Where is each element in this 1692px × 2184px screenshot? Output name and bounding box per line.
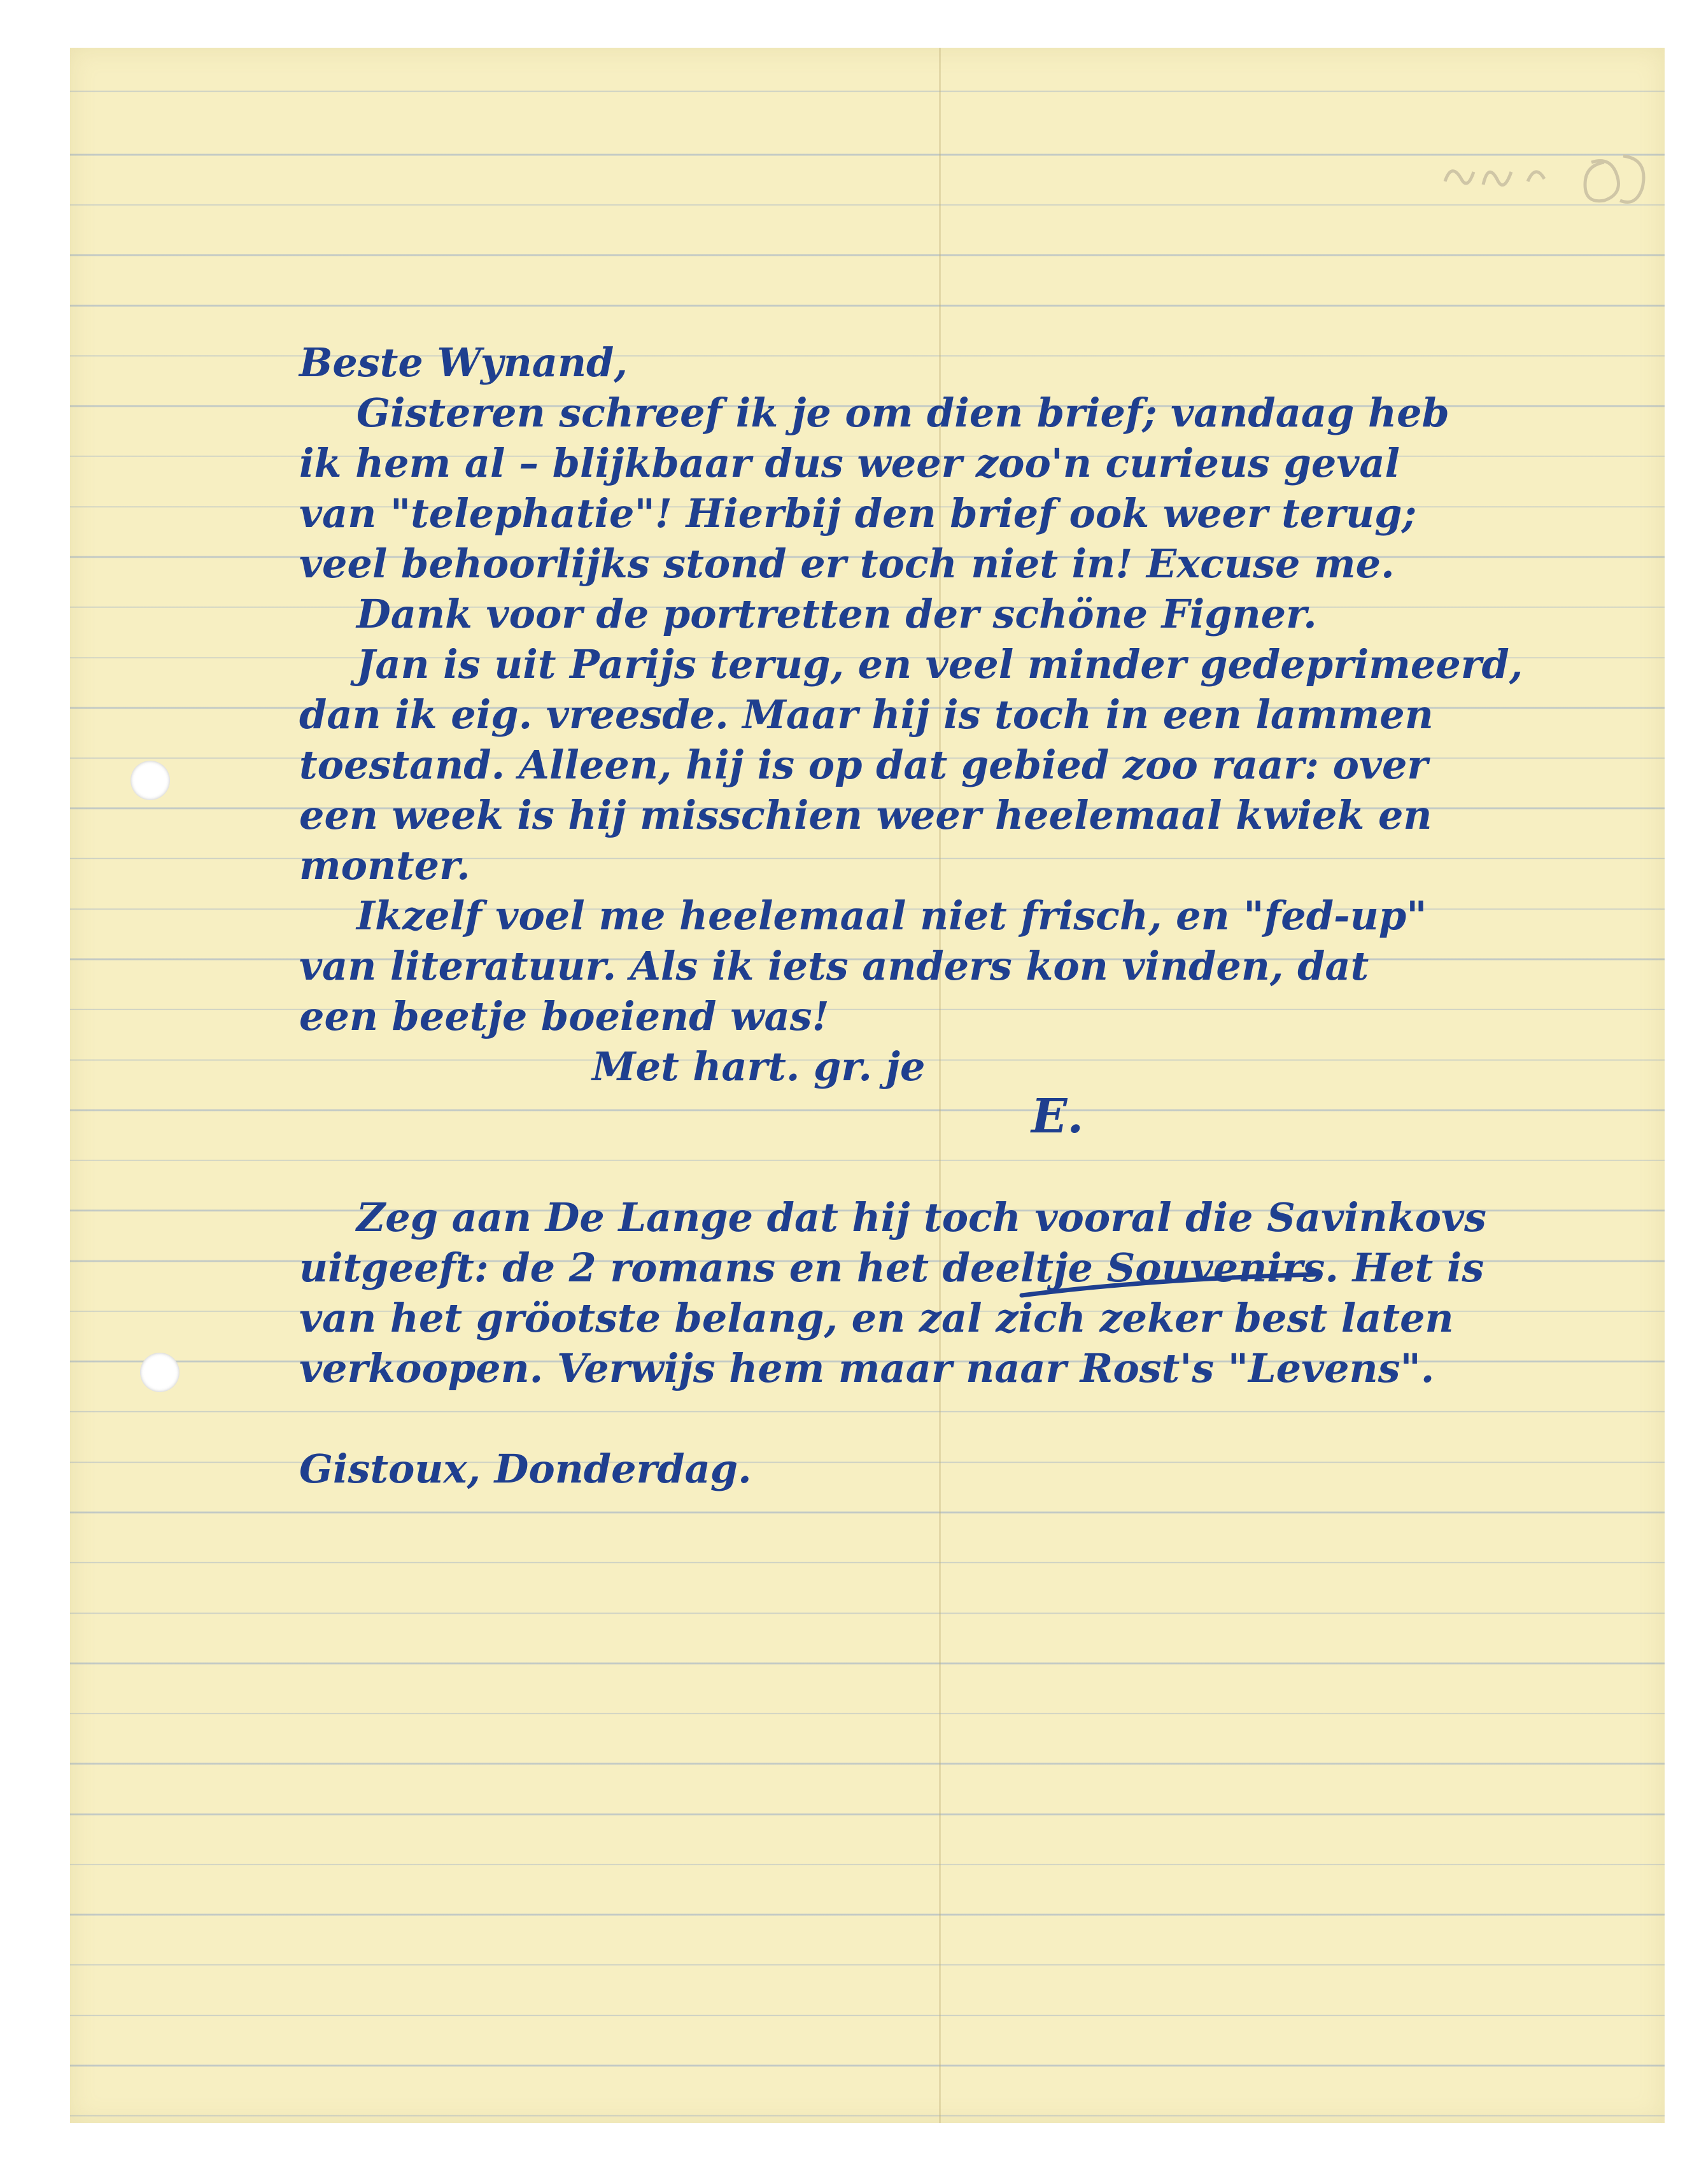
letter-line: veel behoorlijks stond er toch niet in! Excuse me. xyxy=(299,540,1395,587)
place-date: Gistoux, Donderdag. xyxy=(299,1446,752,1492)
archive-stamp xyxy=(1432,137,1661,213)
spacer xyxy=(299,1142,1636,1192)
letter-line: toestand. Alleen, hij is op dat gebied zoo raar: over xyxy=(299,742,1428,788)
signature: E. xyxy=(1031,1089,1084,1144)
letter-line: Ikzelf voel me heelemaal niet frisch, en "fed-up" xyxy=(356,892,1427,939)
letter-line: monter. xyxy=(299,842,470,889)
letter-line: een week is hij misschien weer heelemaal kwiek en xyxy=(299,792,1432,838)
signature-line xyxy=(299,1089,1636,1144)
punch-hole-top xyxy=(130,761,170,800)
postscript-line: verkoopen. Verwijs hem maar naar Rost's "Levens". xyxy=(299,1345,1435,1391)
letter-line: Gisteren schreef ik je om dien brief; vandaag heb xyxy=(356,390,1449,436)
postscript xyxy=(299,1192,1636,1494)
letter-body xyxy=(299,337,1636,1494)
postscript-line: Zeg aan De Lange dat hij toch vooral die Savinkovs xyxy=(356,1194,1486,1241)
letter-line: een beetje boeiend was! xyxy=(299,993,829,1039)
punch-hole-bottom xyxy=(140,1353,180,1392)
letter-line: Dank voor de portretten der schöne Figner. xyxy=(356,591,1317,637)
salutation: Beste Wynand, xyxy=(299,339,628,386)
letter-line: ik hem al – blijkbaar dus weer zoo'n curieus geval xyxy=(299,440,1400,486)
letter-line: van "telephatie"! Hierbij den brief ook weer terug; xyxy=(299,490,1417,537)
closing-text: Met hart. gr. je xyxy=(592,1043,926,1090)
spacer xyxy=(299,1393,1636,1444)
postscript-line: van het gröotste belang, en zal zich zeker best laten xyxy=(299,1295,1454,1341)
closing xyxy=(299,1041,1636,1092)
postscript-line: uitgeeft: de 2 romans en het deeltje Souvenirs. Het is xyxy=(299,1244,1484,1291)
letter-line: van literatuur. Als ik iets anders kon vinden, dat xyxy=(299,943,1369,989)
letter-line: dan ik eig. vreesde. Maar hij is toch in een lammen xyxy=(299,691,1434,738)
letter-line: Jan is uit Parijs terug, en veel minder gedeprimeerd, xyxy=(356,641,1523,687)
